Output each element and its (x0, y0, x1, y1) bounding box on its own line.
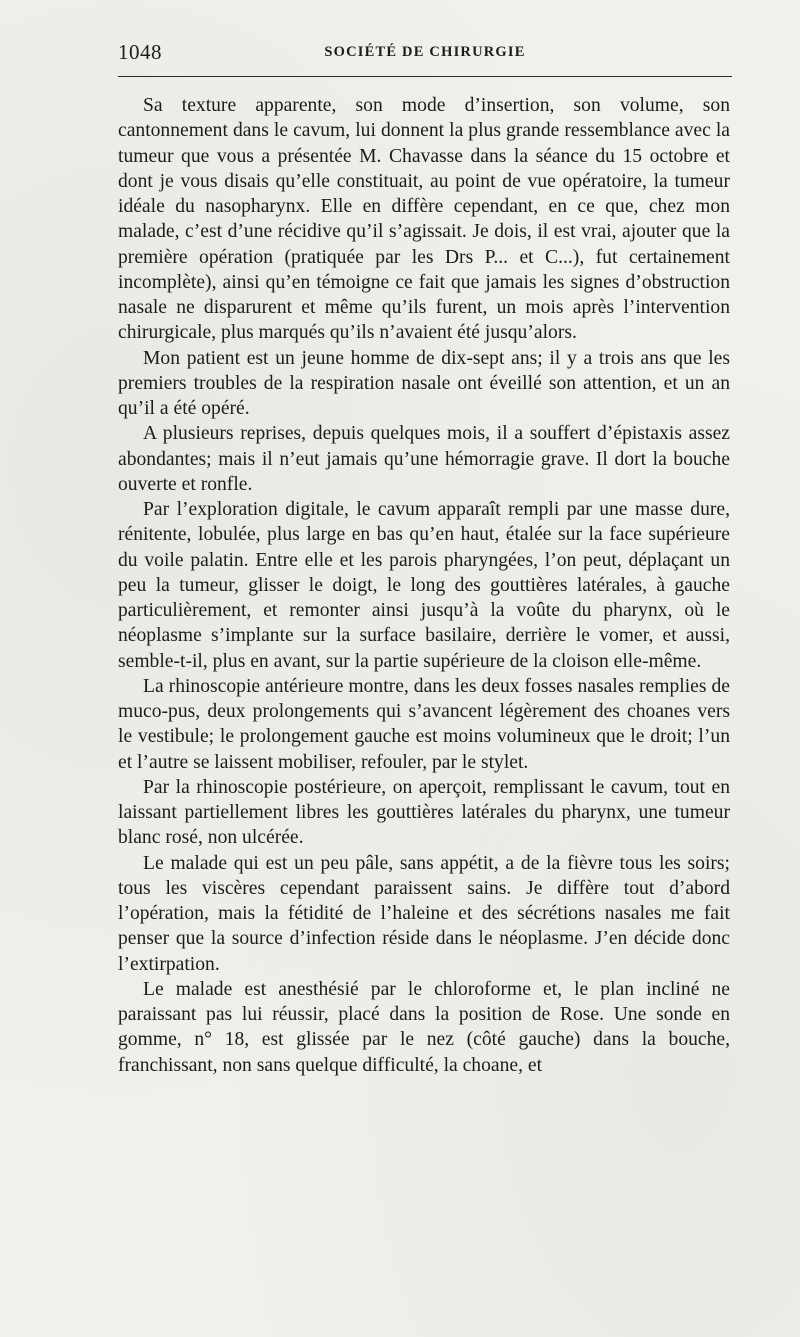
paragraph: Le malade qui est un peu pâle, sans appétit, a de la fièvre tous les soirs; tous les viscères cependant paraissent sains. Je diffère tout d’abord l’opération, mais la fétidité de l’haleine et des sécrétions nasales me fait penser que la source d’infection réside dans le néoplasme. J’en décide donc l’extirpation. (118, 852, 730, 975)
paragraph: Sa texture apparente, son mode d’insertion, son volume, son cantonnement dans le cavum, lui donnent la plus grande ressemblance avec la tumeur que vous a présentée M. Chavasse dans la séance du 15 octobre et dont je vous disais qu’elle constituait, au point de vue opératoire, la tumeur idéale du nasopharynx. Elle en diffère cependant, en ce que, chez mon malade, c’est d’une récidive qu’il s’agissait. Je dois, il est vrai, ajouter que la première opération (pratiquée par les Drs P... et C...), fut certainement incomplète), ainsi qu’en témoigne ce fait que jamais les signes d’obstruction nasale ne disparurent et même qu’ils furent, un mois après l’intervention chirurgicale, plus marqués qu’ils n’avaient été jusqu’alors. (118, 95, 730, 344)
header-rule (118, 76, 732, 77)
body-text (118, 93, 730, 1078)
paragraph: Le malade est anesthésié par le chloroforme et, le plan incliné ne paraissant pas lui réussir, placé dans la position de Rose. Une sonde en gomme, n° 18, est glissée par le nez (côté gauche) dans la bouche, franchissant, non sans quelque difficulté, la choane, et (118, 978, 730, 1076)
paragraph: Mon patient est un jeune homme de dix-sept ans; il y a trois ans que les premiers troubles de la respiration nasale ont éveillé son attention, et un an qu’il a été opéré. (118, 347, 730, 419)
running-title: SOCIÉTÉ DE CHIRURGIE (324, 44, 526, 60)
paragraph: Par l’exploration digitale, le cavum apparaît rempli par une masse dure, rénitente, lobulée, plus large en bas qu’en haut, étalée sur la face supérieure du voile palatin. Entre elle et les parois pharyngées, l’on peut, déplaçant un peu la tumeur, glisser le doigt, le long des gouttières latérales, à gauche particulièrement, et remonter ainsi jusqu’à la voûte du pharynx, où le néoplasme s’implante sur la surface basilaire, derrière le vomer, et aussi, semble-t-il, plus en avant, sur la partie supérieure de la cloison elle-même. (118, 499, 730, 672)
page-number: 1048 (118, 40, 162, 64)
paragraph: A plusieurs reprises, depuis quelques mois, il a souffert d’épistaxis assez abondantes; mais il n’eut jamais qu’une hémorragie grave. Il dort la bouche ouverte et ronfle. (118, 423, 730, 495)
page-header (118, 40, 732, 66)
paragraph: La rhinoscopie antérieure montre, dans les deux fosses nasales remplies de muco-pus, deux prolongements qui s’avancent légèrement des choanes vers le vestibule; le prolongement gauche est moins volumineux que le droit; l’un et l’autre se laissent mobiliser, refouler, par le stylet. (118, 675, 730, 773)
paragraph: Par la rhinoscopie postérieure, on aperçoit, remplissant le cavum, tout en laissant partiellement libres les gouttières latérales du pharynx, une tumeur blanc rosé, non ulcérée. (118, 776, 730, 849)
